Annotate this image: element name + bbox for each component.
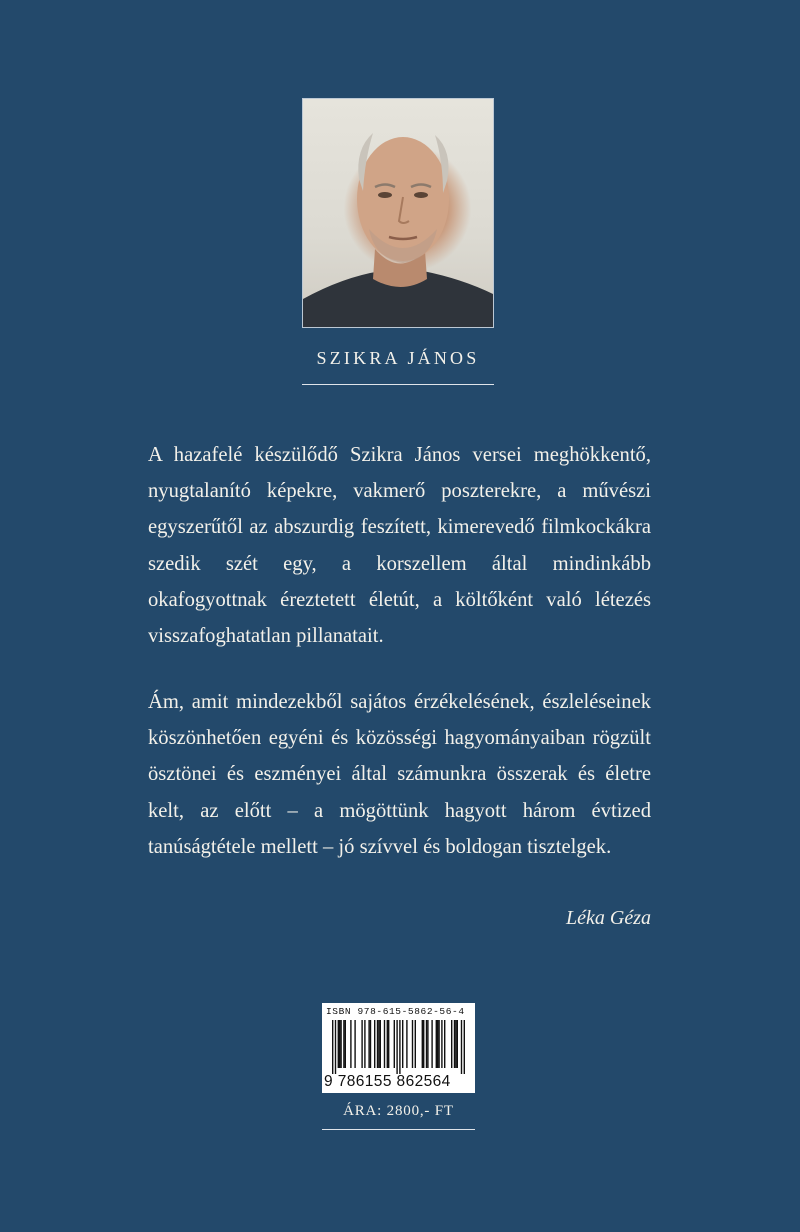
barcode-bar [426, 1020, 427, 1068]
barcode-bar [332, 1020, 333, 1074]
blurb-paragraph-2: Ám, amit mindezekből sajátos érzékelésének, észleléseinek köszönhetően egyéni és közösségi hagyományaiban rögzült ösztönei és eszményei által számunkra összerak és életre kelt, az előtt – a mögöttünk hagyott három évtized tanúságtétele mellett – jó szívvel és boldogan tisztelgek. [148, 691, 651, 858]
barcode-bar [368, 1020, 369, 1068]
barcode-bar [457, 1020, 458, 1068]
blurb-paragraph-1: A hazafelé készülődő Szikra János versei meghökkentő, nyugtalanító képekre, vakmerő poszterekre, a művészi egyszerűtől az abszurdig feszített, kimerevedő filmkockákra szedik szét egy, a korszellem által mindinkább okafogyottnak éreztetett életút, a költőként való létezés visszafoghatatlan pillanatait. [148, 444, 651, 648]
barcode-bar [388, 1020, 389, 1068]
isbn-barcode [322, 1003, 475, 1093]
author-photo [302, 98, 494, 328]
barcode-bar [402, 1020, 403, 1068]
barcode-bar [427, 1020, 428, 1068]
barcode-bar [444, 1020, 445, 1068]
ean-digits: 9 786155 862564 [324, 1073, 451, 1090]
barcode-bar [345, 1020, 346, 1068]
barcode-bar [431, 1020, 432, 1068]
barcode-bar [396, 1020, 397, 1074]
barcode-bar [384, 1020, 385, 1068]
barcode-bar [394, 1020, 395, 1068]
barcode-bar [377, 1020, 378, 1068]
barcode-bar [451, 1020, 452, 1068]
barcode-bar [374, 1020, 375, 1068]
barcode-bar [378, 1020, 379, 1068]
barcode-bar [441, 1020, 442, 1068]
barcode-bar [343, 1020, 344, 1068]
barcode-bar [370, 1020, 371, 1068]
barcode-bar [436, 1020, 437, 1068]
barcode-bar [335, 1020, 336, 1074]
barcode-bar [454, 1020, 455, 1068]
barcode-bar [437, 1020, 438, 1068]
barcode-bar [461, 1020, 462, 1074]
author-name: SZIKRA JÁNOS [316, 348, 480, 368]
barcode-bar [350, 1020, 351, 1068]
barcode-bar [412, 1020, 413, 1068]
barcode-bar [340, 1020, 341, 1068]
barcode-bar [387, 1020, 388, 1068]
price-divider [322, 1129, 475, 1130]
barcode-bar [415, 1020, 416, 1068]
barcode-bar [438, 1020, 439, 1068]
barcode-bar [361, 1020, 362, 1068]
barcode-bar [380, 1020, 381, 1068]
barcode-bar [455, 1020, 456, 1068]
divider-line [302, 384, 494, 385]
barcode-bar [464, 1020, 465, 1074]
barcode-bar [338, 1020, 339, 1068]
barcode-bar [399, 1020, 400, 1074]
barcode-bars [328, 1020, 469, 1074]
barcode-bar [364, 1020, 365, 1068]
price-label: ÁRA: 2800,- FT [343, 1103, 454, 1119]
barcode-bar [406, 1020, 407, 1068]
barcode-bar [423, 1020, 424, 1068]
barcode-bar [354, 1020, 355, 1068]
isbn-label: ISBN 978-615-5862-56-4 [326, 1006, 465, 1017]
signature: Léka Géza [566, 907, 651, 929]
portrait-illustration [303, 99, 494, 328]
barcode-bar [422, 1020, 423, 1068]
barcode-bar [339, 1020, 340, 1068]
